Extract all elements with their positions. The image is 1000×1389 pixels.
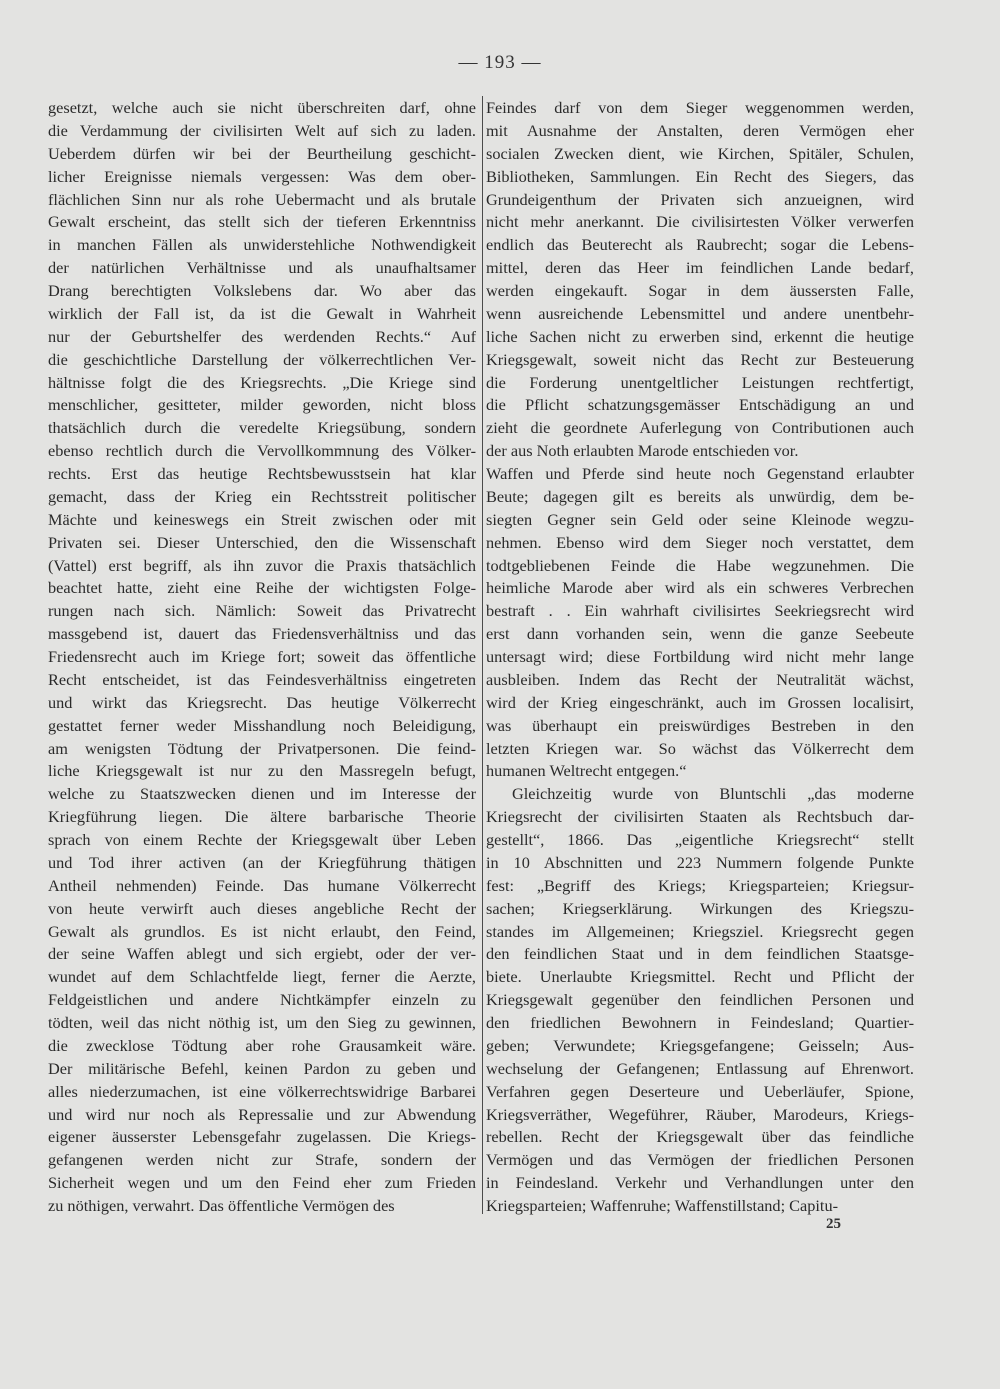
text-line: wundet auf dem Schlachtfelde liegt, ferner die Aerzte,	[48, 967, 476, 987]
text-line: gestellt“, 1866. Das „eigentliche Kriegsrecht“ stellt	[486, 830, 914, 849]
text-line: die geschichtliche Darstellung der völkerrechtlichen Ver-	[48, 349, 476, 369]
text-line: eigener äusserster Lebensgefahr zugelassen. Die Kriegs-	[48, 1127, 476, 1147]
text-line: Drang berechtigten Volkslebens dar. Wo aber das	[48, 281, 476, 300]
text-line: Kriegsgewalt, soweit nicht das Recht zur Besteuerung	[486, 349, 914, 369]
text-line: Gewalt erscheint, das stellt sich der tieferen Erkenntniss	[48, 212, 476, 232]
text-line: die Forderung unentgeltlicher Leistungen rechtfertigt,	[486, 372, 914, 392]
text-line: gesetzt, welche auch sie nicht überschreiten darf, ohne	[48, 98, 476, 117]
text-line: Feldgeistlichen und andere Nichtkämpfer einzeln zu	[48, 990, 476, 1010]
text-line: wechselung der Gefangenen; Entlassung auf Ehrenwort.	[486, 1058, 914, 1078]
text-line: bestraft . . Ein wahrhaft civilisirtes Seekriegsrecht wird	[486, 601, 914, 621]
text-line: und wird nur noch als Repressalie und zur Abwendung	[48, 1104, 476, 1124]
text-line: Friedensrecht auch im Kriege fort; soweit das öffentliche	[48, 647, 476, 666]
text-line: todtgebliebenen Feinde die Habe wegzunehmen. Die	[486, 555, 914, 575]
text-line: Privaten sei. Dieser Unterschied, den die Wissenschaft	[48, 532, 476, 552]
text-line: gemacht, dass der Krieg ein Rechtsstreit politischer	[48, 486, 476, 506]
text-line: Der militärische Befehl, keinen Pardon zu geben und	[48, 1058, 476, 1078]
text-line: Vermögen und das Vermögen der friedlichen Personen	[486, 1150, 914, 1170]
text-line: gestattet ferner weder Misshandlung noch Beleidigung,	[48, 715, 476, 735]
text-line: Gleichzeitig wurde von Bluntschli „das moderne	[512, 784, 914, 804]
text-line: und wirkt das Kriegsrecht. Das heutige Völkerrecht	[48, 692, 476, 712]
text-line: Sicherheit wegen und um den Feind eher zum Frieden	[48, 1173, 476, 1193]
text-line: sachen; Kriegserklärung. Wirkungen des Kriegszu-	[486, 898, 914, 918]
text-line: untersagt wird; diese Fortbildung wird nicht mehr lange	[486, 647, 914, 666]
text-line: alles niederzumachen, ist eine völkerrechtswidrige Barbarei	[48, 1081, 476, 1101]
text-line: den friedlichen Bewohnern in Feindesland; Quartier-	[486, 1013, 914, 1032]
text-line: hältnisse folgt die des Kriegsrechts. „Die Kriege sind	[48, 372, 476, 392]
text-line: ausbleiben. Indem das Recht der Neutralität wächst,	[486, 669, 914, 689]
text-line: die Pflicht schatzungsgemässer Entschädigung an und	[486, 395, 914, 415]
text-line: die Verdammung der civilisirten Welt auf sich zu laden.	[48, 120, 476, 140]
text-line: massgebend ist, dauert das Friedensverhältniss und das	[48, 624, 476, 644]
text-line: letzten Kriegen war. So wächst das Völkerrecht dem	[486, 738, 914, 758]
text-line: heimliche Marode aber wird als ein schweres Verbrechen	[486, 578, 914, 598]
text-line: den feindlichen Staat und in dem feindlichen Staatsge-	[486, 944, 914, 964]
text-line: rungen nach sich. Nämlich: Soweit das Privatrecht	[48, 601, 476, 621]
text-line: von heute verwirft auch dieses angebliche Recht der	[48, 898, 476, 918]
text-line: socialen Zwecken dient, wie Kirchen, Spitäler, Schulen,	[486, 143, 914, 163]
text-line: sprach von einem Rechte der Kriegsgewalt über Leben	[48, 830, 476, 849]
text-line: Waffen und Pferde sind heute noch Gegenstand erlaubter	[486, 464, 914, 483]
text-line: nur der Geburtshelfer des werdenden Rechts.“ Auf	[48, 326, 476, 346]
text-line: in Feindesland. Verkehr und Verhandlungen unter den	[486, 1173, 914, 1193]
text-line: Kriegsparteien; Waffenruhe; Waffenstillstand; Capitu-	[486, 1196, 839, 1215]
text-line: standes im Allgemeinen; Kriegsziel. Kriegsrecht gegen	[486, 921, 914, 941]
signature-mark: 25	[826, 1216, 841, 1232]
text-line: werden eingekauft. Sogar in dem äussersten Falle,	[486, 281, 914, 300]
text-line: beachtet hatte, zieht eine Reihe der wichtigsten Folge-	[48, 578, 476, 598]
text-line: was überhaupt ein preiswürdiges Bestreben in den	[486, 715, 914, 735]
text-line: biete. Unerlaubte Kriegsmittel. Recht und Pflicht der	[486, 967, 914, 987]
text-line: Verfahren gegen Deserteure und Ueberläufer, Spione,	[486, 1081, 914, 1101]
text-line: geben; Verwundete; Kriegsgefangene; Geisseln; Aus-	[486, 1035, 914, 1055]
text-line: in 10 Abschnitten und 223 Nummern folgende Punkte	[486, 852, 914, 872]
text-line: Ueberdem dürfen wir bei der Beurtheilung geschicht-	[48, 143, 476, 163]
text-line: Kriegsgewalt gegenüber den feindlichen Personen und	[486, 990, 914, 1010]
text-line: Recht entscheidet, ist das Feindesverhältniss eingetreten	[48, 669, 476, 689]
text-line: wenn ausreichende Lebensmittel und andere unentbehr-	[486, 303, 914, 323]
text-line: rechts. Erst das heutige Rechtsbewusstsein hat klar	[48, 464, 476, 483]
text-line: thatsächlich durch die veredelte Kriegsübung, sondern	[48, 418, 476, 438]
page-number: — 193 —	[458, 52, 542, 73]
text-line: ebenso rechtlich durch die Vervollkommnung des Völker-	[48, 441, 476, 461]
column-divider	[482, 96, 483, 1214]
text-line: Bibliotheken, Sammlungen. Ein Recht des Siegers, das	[486, 166, 914, 186]
text-line: licher Ereignisse niemals vergessen: Was dem ober-	[48, 166, 476, 186]
text-line: rebellen. Recht der Kriegsgewalt über das feindliche	[486, 1127, 914, 1147]
text-line: der seine Waffen ablegt und sich ergiebt, oder der ver-	[48, 944, 476, 964]
text-line: gefangenen werden nicht zur Strafe, sondern der	[48, 1150, 476, 1170]
text-line: der aus Noth erlaubten Marode entschieden vor.	[486, 441, 799, 461]
text-line: Antheil nehmenden) Feinde. Das humane Völkerrecht	[48, 875, 476, 895]
text-line: Mächte und keineswegs ein Streit zwischen oder mit	[48, 509, 476, 529]
text-line: liche Kriegsgewalt ist nur zu den Massregeln befugt,	[48, 761, 476, 781]
text-line: am wenigsten Tödtung der Privatpersonen. Die feind-	[48, 738, 476, 758]
text-line: wird der Krieg eingeschränkt, auch im Grossen localisirt,	[486, 692, 914, 712]
text-line: nehmen. Ebenso wird dem Sieger noch verstattet, dem	[486, 532, 914, 552]
text-line: siegten Gegner sein Geld oder seine Kleinode wegzu-	[486, 509, 914, 529]
right-text-column	[486, 97, 914, 1218]
text-line: mit Ausnahme der Anstalten, deren Vermögen eher	[486, 120, 914, 140]
text-line: liche Sachen nicht zu erwerben sind, erkennt die heutige	[486, 326, 914, 346]
text-line: tödten, weil das nicht nöthig ist, um den Sieg zu gewinnen,	[48, 1013, 476, 1032]
text-line: (Vattel) erst begriff, als ihn zuvor die Praxis thatsächlich	[48, 555, 476, 575]
text-line: Kriegsverräther, Wegeführer, Räuber, Marodeurs, Kriegs-	[486, 1104, 914, 1124]
text-line: Kriegführung liegen. Die ältere barbarische Theorie	[48, 807, 476, 827]
text-line: endlich das Beuterecht als Raubrecht; sogar die Lebens-	[486, 235, 914, 255]
text-line: und Tod ihrer activen (an der Kriegführung thätigen	[48, 852, 476, 872]
text-line: zieht die geordnete Auferlegung von Contributionen auch	[486, 418, 914, 438]
text-line: erst dann vorhanden sein, wenn die ganze Seebeute	[486, 624, 914, 644]
text-line: welche zu Staatszwecken dienen und im Interesse der	[48, 784, 476, 804]
text-line: Gewalt als grundlos. Es ist nicht erlaubt, den Feind,	[48, 921, 476, 941]
text-line: flächlichen Sinn nur als rohe Uebermacht und als brutale	[48, 189, 476, 209]
text-line: Grundeigenthum der Privaten sich anzueignen, wird	[486, 189, 914, 209]
text-line: der natürlichen Verhältnisse und als unaufhaltsamer	[48, 258, 476, 278]
text-line: Feindes darf von dem Sieger weggenommen werden,	[486, 98, 914, 117]
text-line: mittel, deren das Heer im feindlichen Lande bedarf,	[486, 258, 914, 278]
text-line: fest: „Begriff des Kriegs; Kriegsparteien; Kriegsur-	[486, 875, 914, 895]
text-line: zu nöthigen, verwahrt. Das öffentliche Vermögen des	[48, 1196, 395, 1215]
text-line: Kriegsrecht der civilisirten Staaten als Rechtsbuch dar-	[486, 807, 914, 827]
left-text-column	[48, 97, 476, 1218]
text-line: Beute; dagegen gilt es bereits als unwürdig, dem be-	[486, 486, 914, 506]
text-line: nicht mehr anerkannt. Die civilisirtesten Völker verwerfen	[486, 212, 914, 232]
text-line: in manchen Fällen als unwiderstehliche Nothwendigkeit	[48, 235, 476, 255]
text-line: die zwecklose Tödtung aber rohe Grausamkeit wäre.	[48, 1035, 476, 1055]
text-line: menschlicher, gesitteter, milder geworden, nicht bloss	[48, 395, 476, 415]
text-line: wirklich der Fall ist, da ist die Gewalt in Wahrheit	[48, 303, 476, 323]
text-line: humanen Weltrecht entgegen.“	[486, 761, 687, 781]
